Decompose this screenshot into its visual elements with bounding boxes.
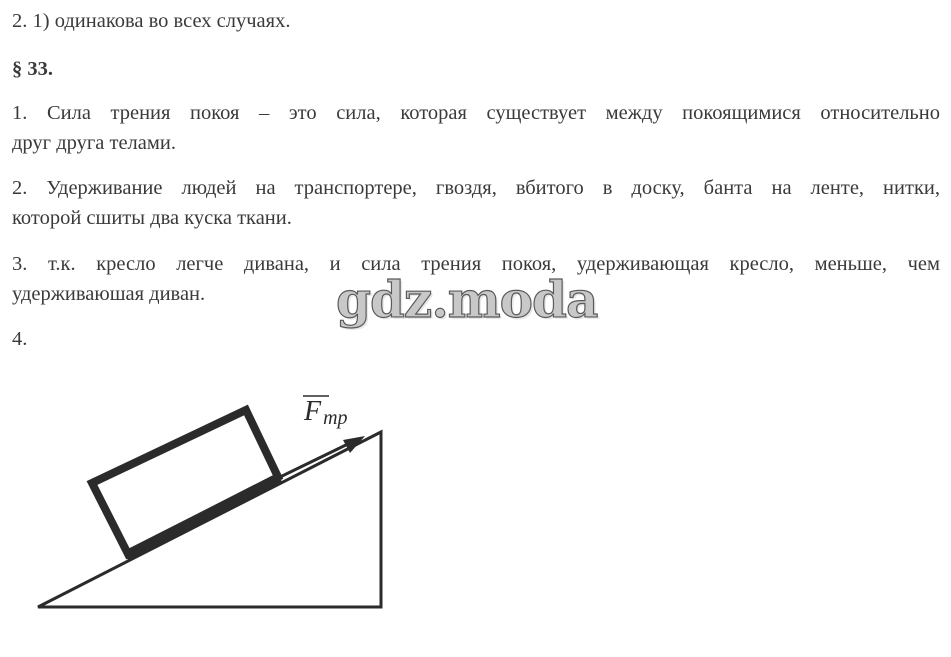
- force-symbol: F: [304, 396, 322, 427]
- answer-1-line-1: 1. Сила трения покоя – это сила, которая существует между покоящимися относительно: [12, 102, 940, 124]
- friction-force-arrow: [278, 443, 350, 478]
- answer-1-line-2: друг друга телами.: [12, 132, 176, 154]
- answer-2-line-2: которой сшиты два куска ткани.: [12, 207, 292, 229]
- force-subscript: тр: [323, 407, 348, 429]
- incline-diagram: [0, 380, 951, 620]
- answer-prev: 2. 1) одинакова во всех случаях.: [12, 10, 291, 32]
- force-label: [303, 396, 348, 429]
- answer-3-line-2: удерживаюшая диван.: [12, 283, 206, 305]
- answer-2-line-1: 2. Удерживание людей на транспортере, гвоздя, вбитого в доску, банта на ленте, нитки,: [12, 177, 940, 199]
- answer-3-line-1: 3. т.к. кресло легче дивана, и сила трения покоя, удерживающая кресло, меньше, чем: [12, 253, 940, 275]
- answer-4-label: 4.: [12, 328, 28, 350]
- section-title: § 33.: [12, 58, 53, 80]
- watermark-logo: gdz.moda: [336, 270, 598, 329]
- block-contact-edge: [126, 478, 280, 556]
